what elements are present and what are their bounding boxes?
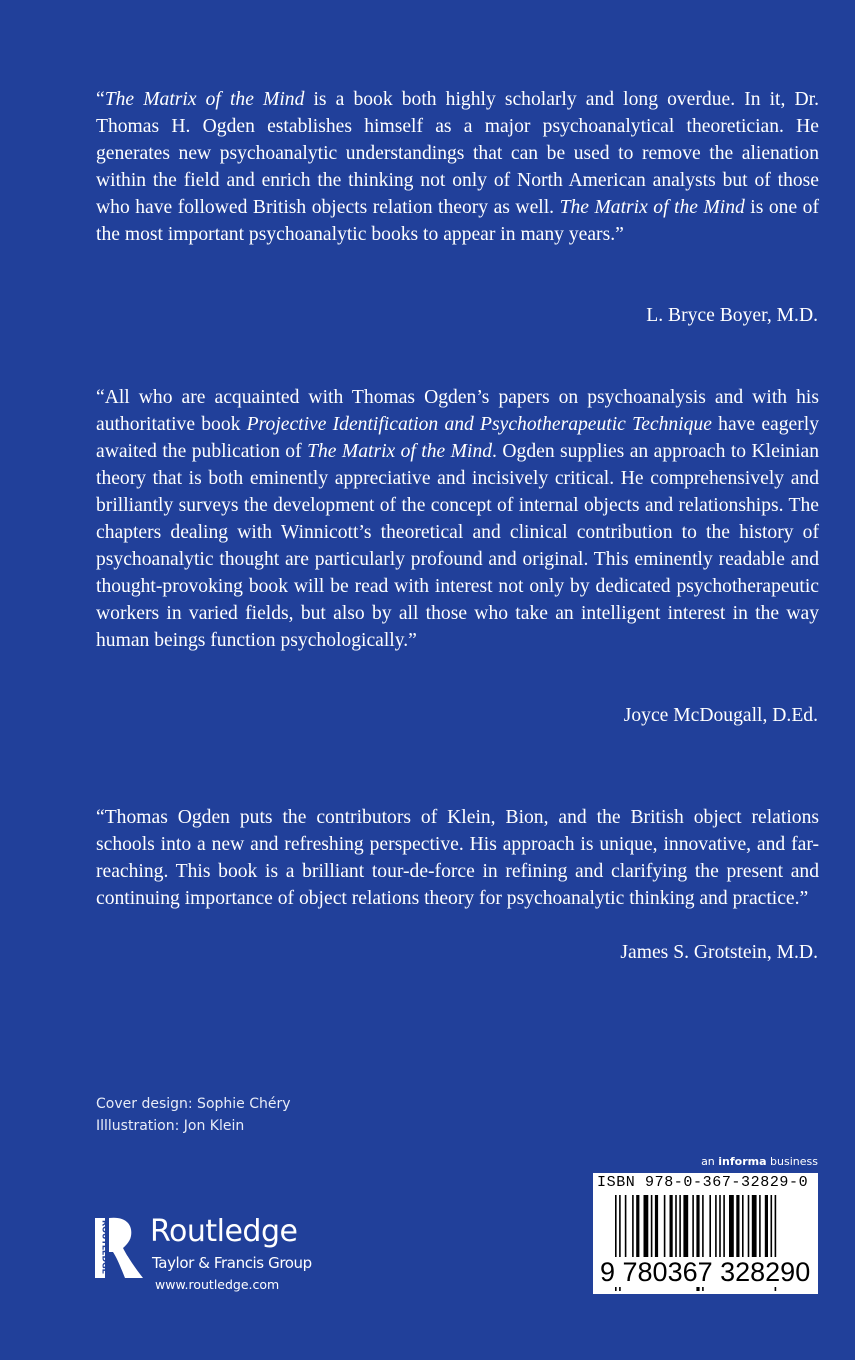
publisher-group: Taylor & Francis Group bbox=[152, 1254, 312, 1272]
book-title: Projective Identification and Psychotherapeutic Technique bbox=[246, 414, 712, 435]
informa-tagline bbox=[701, 1155, 818, 1168]
cover-design-credit: Cover design: Sophie Chéry bbox=[96, 1096, 291, 1112]
credits bbox=[96, 1093, 291, 1137]
svg-text:ROUTLEDGE: ROUTLEDGE bbox=[100, 1220, 110, 1275]
book-title: The Matrix of the Mind bbox=[559, 197, 745, 218]
isbn-label: ISBN 978-0-367-32829-0 bbox=[597, 1174, 809, 1191]
quote-text: “All who are acquainted with Thomas Ogden’s papers on psychoanalysis and with his authoritative book bbox=[96, 387, 819, 435]
routledge-head-icon bbox=[95, 1216, 145, 1280]
review-attribution-1: L. Bryce Boyer, M.D. bbox=[646, 305, 818, 326]
review-attribution-3: James S. Grotstein, M.D. bbox=[620, 942, 818, 963]
publisher-url[interactable]: www.routledge.com bbox=[155, 1277, 280, 1292]
book-title: The Matrix of the Mind bbox=[307, 441, 493, 462]
informa-brand: informa bbox=[718, 1155, 767, 1168]
routledge-logo bbox=[95, 1214, 335, 1294]
quote-text: is one of the most important psychoanalytic books to appear in many years.” bbox=[96, 197, 819, 245]
quote-text: have eagerly awaited the publication of bbox=[96, 414, 820, 462]
book-title: The Matrix of the Mind bbox=[104, 89, 305, 110]
publisher-name: Routledge bbox=[150, 1214, 298, 1249]
quote-text: “Thomas Ogden puts the contributors of Klein, Bion, and the British object relations schools into a new and refreshing perspective. His approach is unique, innovative, and far-reaching. This book is a brilliant tour-de-force in refining and clarifying the present and continuing importance of object relations theory for psychoanalytic thinking and practice.” bbox=[96, 807, 819, 909]
review-quote-1 bbox=[96, 86, 819, 248]
review-quote-3 bbox=[96, 804, 819, 912]
illustration-credit: Illlustration: Jon Klein bbox=[96, 1118, 245, 1134]
review-attribution-2: Joyce McDougall, D.Ed. bbox=[623, 705, 818, 726]
barcode-digits: 9 780367 328290 bbox=[600, 1257, 811, 1287]
informa-prefix: an bbox=[701, 1155, 719, 1168]
quote-text: “ bbox=[96, 89, 105, 110]
review-quote-2 bbox=[96, 384, 819, 654]
quote-text: . Ogden supplies an approach to Kleinian theory that is both eminently appreciative and incisively critical. He comprehensively and brilliantly surveys the development of the concept of internal objects and relationships. The chapters dealing with Winnicott’s theoretical and clinical contribution to the history of psychoanalytic thought are particularly profound and original. This eminently readable and thought-provoking book will be read with interest not only by dedicated psychotherapeutic workers in varied fields, but also by all those who take an intelligent interest in the way human beings function psychologically.” bbox=[96, 441, 819, 651]
quote-text: is a book both highly scholarly and long overdue. In it, Dr. Thomas H. Ogden establishes himself as a major psychoanalytical theoretician. He generates new psychoanalytic understandings that can be used to remove the alienation within the field and enrich the thinking not only of North American analysts but of those who have followed British objects relation theory as well. bbox=[96, 89, 819, 218]
informa-suffix: business bbox=[766, 1155, 818, 1168]
isbn-barcode bbox=[593, 1173, 818, 1294]
